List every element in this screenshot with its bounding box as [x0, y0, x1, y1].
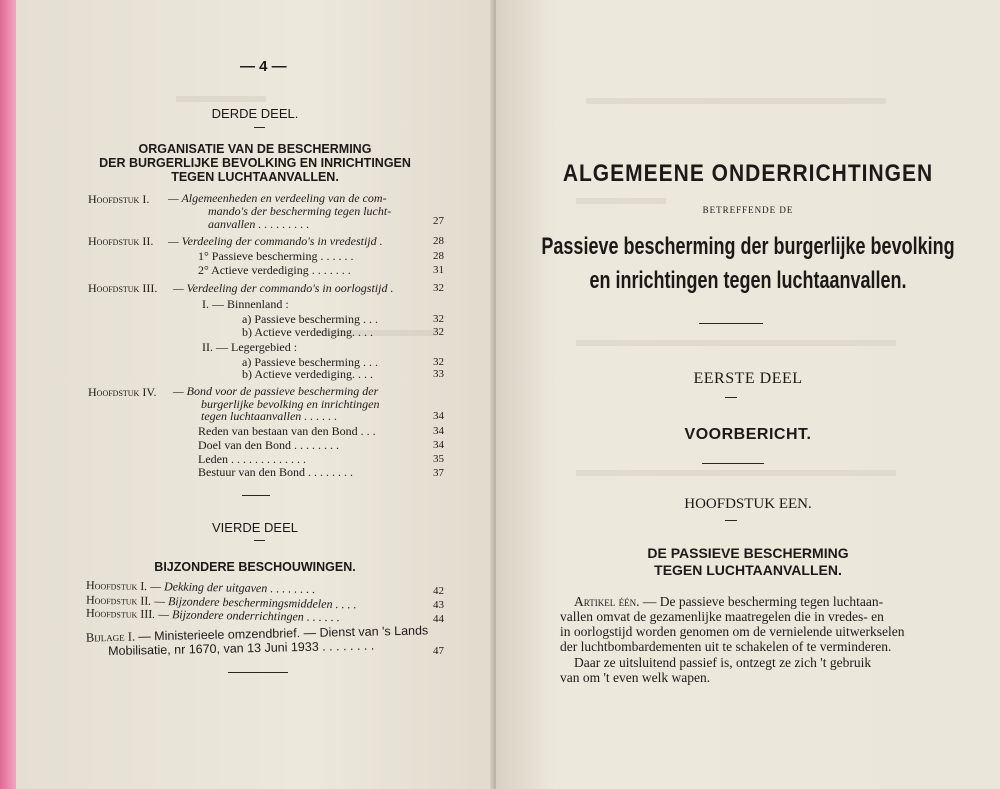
toc-page: 34: [433, 425, 444, 437]
part4-title: BIJZONDERE BESCHOUWINGEN.: [154, 560, 356, 574]
toc-page: 27: [433, 215, 444, 227]
toc-page: 34: [433, 410, 444, 422]
divider: [228, 672, 288, 673]
toc-text: — Algemeenheden en verdeeling van de com- mando's der bescherming tegen lucht- aanvallen . . . . . . . . .: [168, 191, 392, 231]
part1-heading: EERSTE DEEL: [693, 370, 803, 387]
toc-text: I. — Binnenland :: [202, 297, 289, 311]
toc-text: 2° Actieve verdediging . . . . . . .: [198, 263, 351, 277]
toc-page: 47: [433, 645, 444, 657]
subtitle-small: BETREFFENDE DE: [702, 205, 794, 215]
divider: [699, 323, 763, 324]
toc-row: Hoofdstuk III. — Bijzondere onderrichtingen . . . . . .: [85, 605, 340, 625]
toc-row: Hoofdstuk I. — Dekking der uitgaven . . . . . . . .: [85, 578, 316, 597]
part4-heading: VIERDE DEEL: [212, 520, 298, 535]
toc-page: 43: [433, 599, 444, 611]
page-number: — 4 —: [240, 58, 287, 75]
divider: [725, 397, 737, 398]
left-page: [16, 0, 494, 789]
bleed-through: [576, 198, 666, 204]
toc-page: 32: [433, 326, 444, 338]
toc-text: Reden van bestaan van den Bond . . .: [198, 424, 376, 438]
divider: [725, 520, 737, 521]
toc-text: Doel van den Bond . . . . . . . .: [198, 438, 339, 452]
toc-page: 35: [433, 453, 444, 465]
toc-text: — Verdeeling der commando's in oorlogstijd .: [173, 281, 394, 295]
article-paragraph: Artikel één. — De passieve bescherming tegen luchtaan- vallen omvat de gezamenlijke maatregelen die in vredes- en in oorlogstijd worden genomen om de vernielende uitwerkselen der luchtbombardementen uit te schakelen of te verminderen.: [560, 594, 905, 654]
toc-row: Hoofdstuk II. — Bijzondere beschermingsmiddelen . . . .: [85, 592, 357, 612]
second-paragraph: Daar ze uitsluitend passief is, ontzegt ze zich 't gebruik van om 't even welk wapen.: [560, 655, 872, 685]
toc-text: Bestuur van den Bond . . . . . . . .: [198, 465, 353, 479]
toc-text: — Verdeeling der commando's in vredestijd .: [168, 234, 383, 248]
toc-label: Hoofdstuk I.: [88, 192, 150, 206]
foreword-heading: VOORBERICHT.: [684, 426, 812, 443]
toc-text: II. — Legergebied :: [202, 340, 298, 354]
divider: [242, 495, 270, 496]
subtitle-line-1: Passieve bescherming der burgerlijke bevolking: [541, 232, 955, 260]
part3-heading: DERDE DEEL.: [211, 106, 299, 121]
bleed-through: [176, 96, 266, 102]
toc-page: 37: [433, 467, 444, 479]
appendix-entry: Bijlage I. — Ministerieele omzendbrief. — Dienst van 's Lands Mobilisatie, nr 1670, van 13 Juni 1933 . . . . . . . .: [85, 623, 429, 659]
toc-label: Hoofdstuk IV.: [88, 385, 157, 399]
toc-page: 31: [433, 264, 444, 276]
toc-label: Hoofdstuk II.: [88, 234, 154, 248]
toc-text: — Bond voor de passieve bescherming der burgerlijke bevolking en inrichtingen tegen luchtaanvallen . . . . . .: [173, 384, 380, 423]
chapter-heading: HOOFDSTUK EEN.: [684, 496, 812, 512]
divider: [254, 540, 265, 541]
bleed-through: [586, 98, 886, 104]
toc-page: 32: [433, 313, 444, 325]
toc-text: a) Passieve bescherming . . .: [242, 355, 378, 369]
toc-page: 28: [433, 235, 444, 247]
chapter-title: DE PASSIEVE BESCHERMING TEGEN LUCHTAANVALLEN.: [647, 545, 849, 578]
toc-label: Hoofdstuk III.: [88, 281, 158, 295]
toc-text: 1° Passieve bescherming . . . . . .: [198, 249, 354, 263]
toc-page: 34: [433, 439, 444, 451]
part3-title: ORGANISATIE VAN DE BESCHERMING DER BURGERLIJKE BEVOLKING EN INRICHTINGEN TEGEN LUCHTAANVALLEN.: [99, 142, 411, 184]
bleed-through: [576, 470, 896, 476]
main-title: ALGEMEENE ONDERRICHTINGEN: [562, 160, 934, 187]
binding-edge: [0, 0, 16, 789]
toc-page: 32: [433, 282, 444, 294]
bleed-through: [576, 340, 896, 346]
toc-page: 44: [433, 613, 444, 625]
toc-page: 32: [433, 356, 444, 368]
right-page: [496, 0, 1000, 789]
toc-text: a) Passieve bescherming . . .: [242, 312, 378, 326]
toc-text: b) Actieve verdediging. . . .: [242, 367, 373, 381]
divider: [702, 463, 764, 464]
toc-page: 33: [433, 368, 444, 380]
divider: [254, 127, 265, 128]
toc-page: 42: [433, 585, 444, 597]
subtitle-line-2: en inrichtingen tegen luchtaanvallen.: [589, 266, 907, 294]
toc-text: Leden . . . . . . . . . . . . .: [198, 452, 306, 466]
toc-text: b) Actieve verdediging. . . .: [242, 325, 373, 339]
toc-page: 28: [433, 250, 444, 262]
